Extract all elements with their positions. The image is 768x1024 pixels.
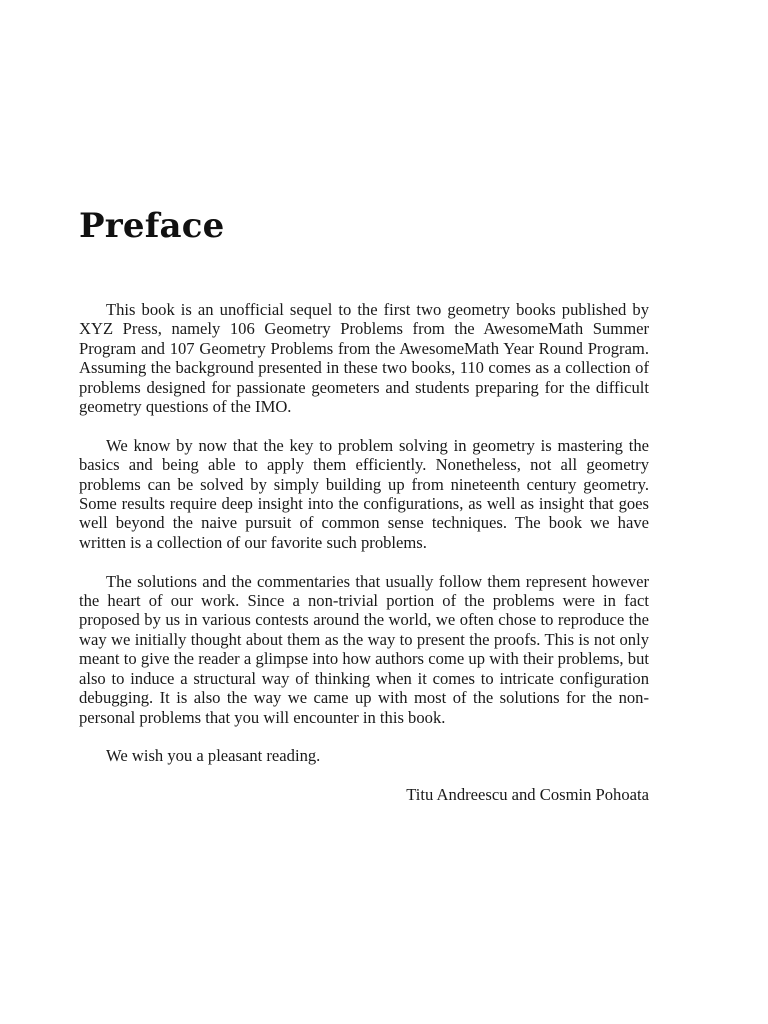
preface-body (79, 300, 649, 805)
paragraph-1: This book is an unofficial sequel to the first two geometry books published by XYZ Press, namely 106 Geometry Problems from the AwesomeMath Summer Program and 107 Geometry Problems from the AwesomeMath Year Round Program. Assuming the background presented in these two books, 110 comes as a collection of problems designed for passionate geometers and students preparing for the difficult geometry questions of the IMO. (79, 300, 649, 417)
author-signature: Titu Andreescu and Cosmin Pohoata (406, 785, 649, 805)
chapter-title: Preface (79, 206, 225, 246)
paragraph-2: We know by now that the key to problem solving in geometry is mastering the basics and being able to apply them efficiently. Nonetheless, not all geometry problems can be solved by simply building up from nineteenth century geometry. Some results require deep insight into the configurations, as well as insight that goes well beyond the naive pursuit of common sense techniques. The book we have written is a collection of our favorite such problems. (79, 435, 649, 552)
paragraph-4: We wish you a pleasant reading. (106, 746, 321, 766)
paragraph-3: The solutions and the commentaries that usually follow them represent however the heart of our work. Since a non-trivial portion of the problems were in fact proposed by us in various contests around the world, we often chose to reproduce the way we initially thought about them as the way to present the proofs. This is not only meant to give the reader a glimpse into how authors come up with their problems, but also to induce a structural way of thinking when it comes to intricate configuration debugging. It is also the way we came up with most of the solutions for the non-personal problems that you will encounter in this book. (79, 571, 649, 727)
